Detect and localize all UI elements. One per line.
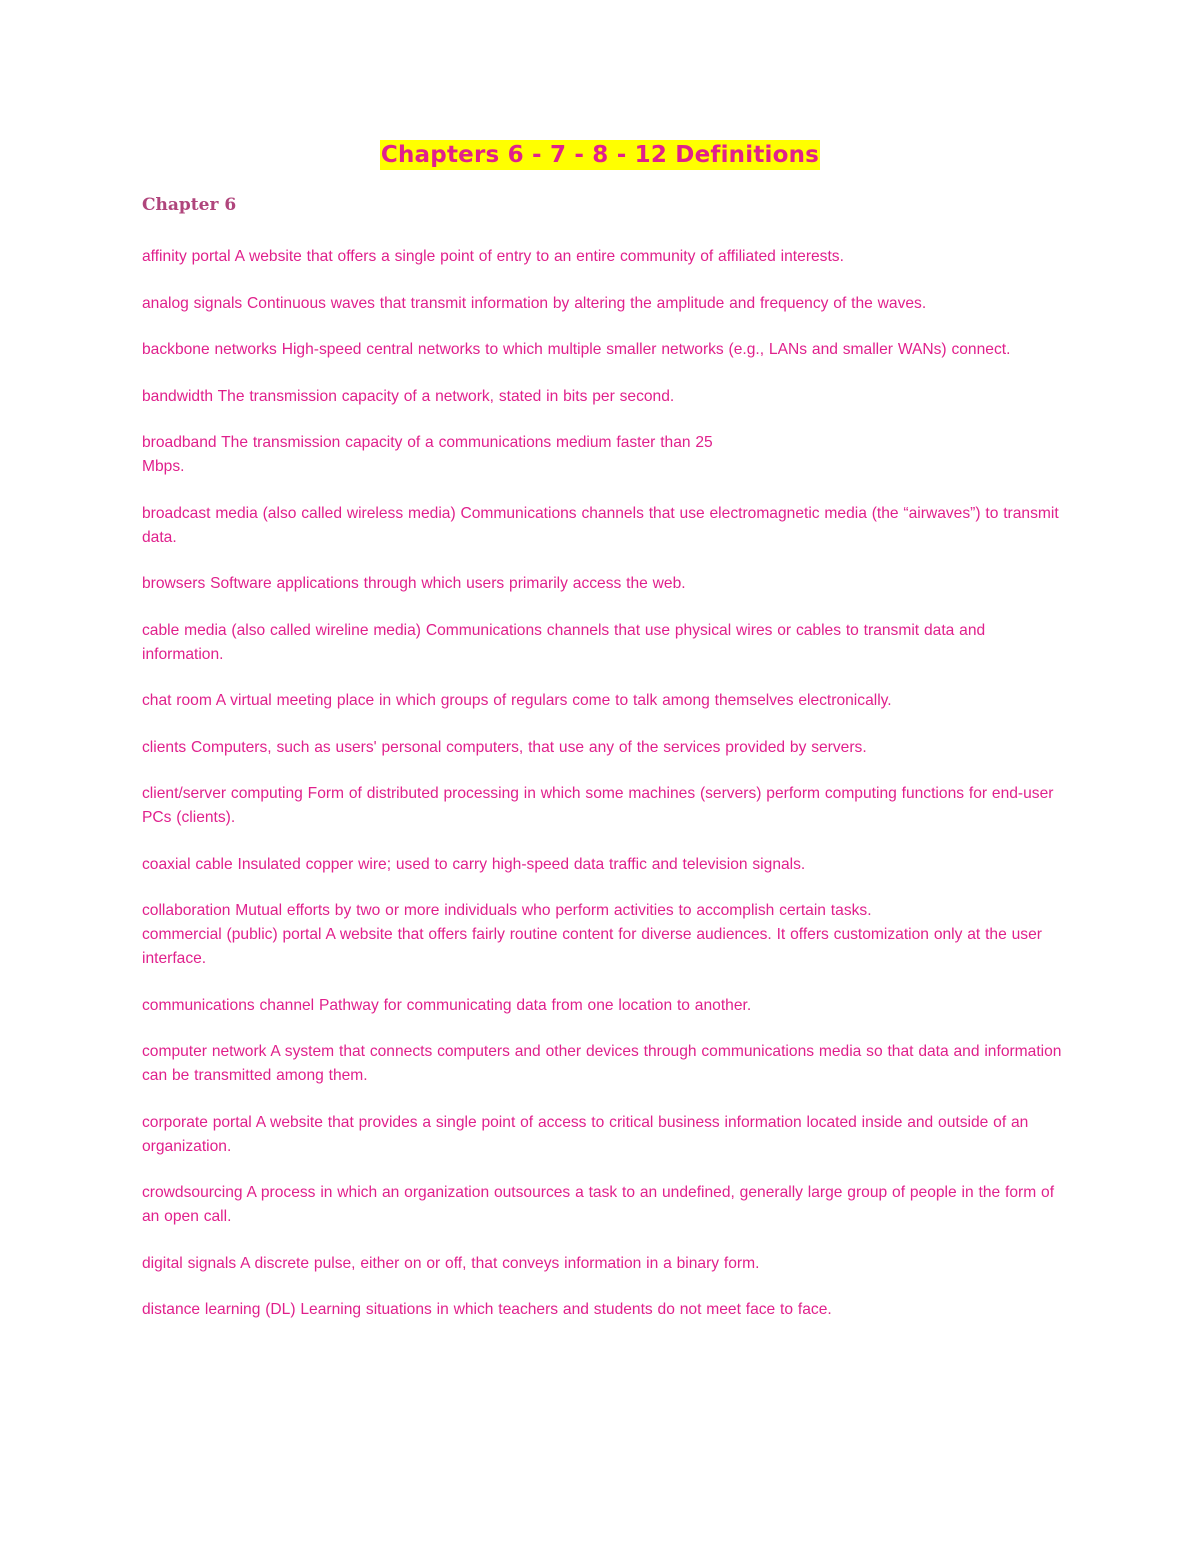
definition-broadband-continued: Mbps. bbox=[142, 458, 185, 475]
title-container bbox=[0, 140, 1200, 170]
definition-backbone-networks: backbone networks High-speed central networks to which multiple smaller networks (e.g., LANs and smaller WANs) connect. bbox=[142, 341, 1011, 358]
chapter-heading: Chapter 6 bbox=[142, 195, 237, 215]
definition-affinity-portal: affinity portal A website that offers a single point of entry to an entire community of affiliated interests. bbox=[142, 248, 844, 265]
definition-collaboration: collaboration Mutual efforts by two or more individuals who perform activities to accomplish certain tasks. bbox=[142, 902, 872, 919]
definition-crowdsourcing: crowdsourcing A process in which an organization outsources a task to an undefined, generally large group of people in the form of an open call. bbox=[142, 1184, 1055, 1225]
definition-digital-signals: digital signals A discrete pulse, either on or off, that conveys information in a binary form. bbox=[142, 1254, 760, 1272]
page-title: Chapters 6 - 7 - 8 - 12 Definitions bbox=[380, 142, 820, 168]
definitions-list bbox=[142, 245, 1062, 1345]
definition-communications-channel: communications channel Pathway for communicating data from one location to another. bbox=[142, 996, 752, 1014]
definition-coaxial-cable: coaxial cable Insulated copper wire; used to carry high-speed data traffic and television signals. bbox=[142, 855, 806, 873]
definition-browsers: browsers Software applications through which users primarily access the web. bbox=[142, 575, 686, 592]
definition-computer-network: computer network A system that connects computers and other devices through communications media so that data and information can be transmitted among them. bbox=[142, 1043, 1062, 1084]
definition-broadband: broadband The transmission capacity of a communications medium faster than 25 bbox=[142, 434, 713, 451]
definition-clients: clients Computers, such as users' personal computers, that use any of the services provided by servers. bbox=[142, 738, 867, 756]
definition-bandwidth: bandwidth The transmission capacity of a network, stated in bits per second. bbox=[142, 387, 675, 405]
definition-commercial-portal: commercial (public) portal A website that offers fairly routine content for diverse audiences. It offers customization only at the user interface. bbox=[142, 926, 1042, 967]
definition-chat-room: chat room A virtual meeting place in which groups of regulars come to talk among themselves electronically. bbox=[142, 692, 892, 709]
definition-distance-learning: distance learning (DL) Learning situations in which teachers and students do not meet face to face. bbox=[142, 1301, 832, 1318]
definition-corporate-portal: corporate portal A website that provides a single point of access to critical business information located inside and outside of an organization. bbox=[142, 1113, 1029, 1155]
definition-broadcast-media: broadcast media (also called wireless media) Communications channels that use electromagnetic media (the “airwaves”) to transmit data. bbox=[142, 504, 1059, 546]
definition-cable-media: cable media (also called wireline media) Communications channels that use physical wires or cables to transmit data and information. bbox=[142, 621, 986, 663]
definition-client-server-computing: client/server computing Form of distributed processing in which some machines (servers) perform computing functions for end-user PCs (clients). bbox=[142, 785, 1054, 826]
definition-analog-signals: analog signals Continuous waves that transmit information by altering the amplitude and frequency of the waves. bbox=[142, 294, 927, 312]
